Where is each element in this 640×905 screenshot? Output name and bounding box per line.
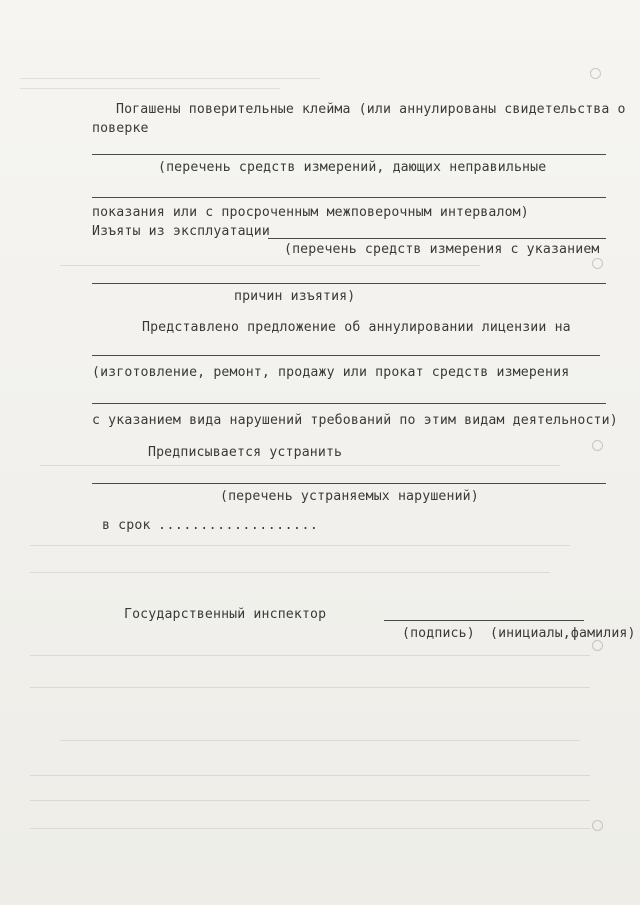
deadline-label: в срок xyxy=(102,518,151,533)
signature-line[interactable] xyxy=(384,620,584,621)
signature-caption: (подпись) xyxy=(402,626,475,641)
caption-measuring-instruments-cont: показания или с просроченным межповерочным интервалом) xyxy=(92,205,529,220)
bleed-line xyxy=(20,78,320,79)
verification-marks-text: Погашены поверительные клейма (или аннулированы свидетельства о xyxy=(116,102,626,117)
bleed-line xyxy=(30,572,550,573)
caption-license-activity: (изготовление, ремонт, продажу или прокат средств измерения xyxy=(92,365,570,380)
verification-marks-text-cont: поверке xyxy=(92,121,149,136)
fill-line[interactable] xyxy=(92,154,606,155)
bleed-line xyxy=(30,655,590,656)
punch-hole-mark xyxy=(592,440,603,451)
prescribed-to-fix-label: Предписывается устранить xyxy=(148,445,343,460)
bleed-line xyxy=(60,740,580,741)
state-inspector-label: Государственный инспектор xyxy=(124,607,327,622)
removed-from-service-label: Изъяты из эксплуатации xyxy=(92,224,270,239)
caption-violations: с указанием вида нарушений требований по этим видам деятельности) xyxy=(92,413,618,428)
punch-hole-mark xyxy=(592,820,603,831)
bleed-line xyxy=(30,545,570,546)
fill-line[interactable] xyxy=(92,403,606,404)
caption-measuring-instruments: (перечень средств измерений, дающих неправильные xyxy=(158,160,547,175)
fill-line[interactable] xyxy=(92,355,600,356)
name-caption: (инициалы,фамилия) xyxy=(490,626,636,641)
bleed-line xyxy=(20,88,280,89)
punch-hole-mark xyxy=(592,258,603,269)
fill-line[interactable] xyxy=(92,283,606,284)
bleed-line xyxy=(30,828,590,829)
bleed-line xyxy=(30,775,590,776)
bleed-line xyxy=(40,465,560,466)
caption-violations-list: (перечень устраняемых нарушений) xyxy=(220,489,479,504)
license-cancellation-text: Представлено предложение об аннулировании лицензии на xyxy=(142,320,571,335)
caption-removed-instruments: (перечень средств измерения с указанием xyxy=(284,242,600,257)
punch-hole-mark xyxy=(590,68,601,79)
fill-line[interactable] xyxy=(92,483,606,484)
bleed-line xyxy=(30,800,590,801)
bleed-line xyxy=(30,687,590,688)
fill-line[interactable] xyxy=(268,238,606,239)
bleed-line xyxy=(60,265,480,266)
fill-line[interactable] xyxy=(92,197,606,198)
caption-removal-reasons: причин изъятия) xyxy=(234,289,356,304)
deadline-field[interactable]: ................... xyxy=(158,518,319,533)
